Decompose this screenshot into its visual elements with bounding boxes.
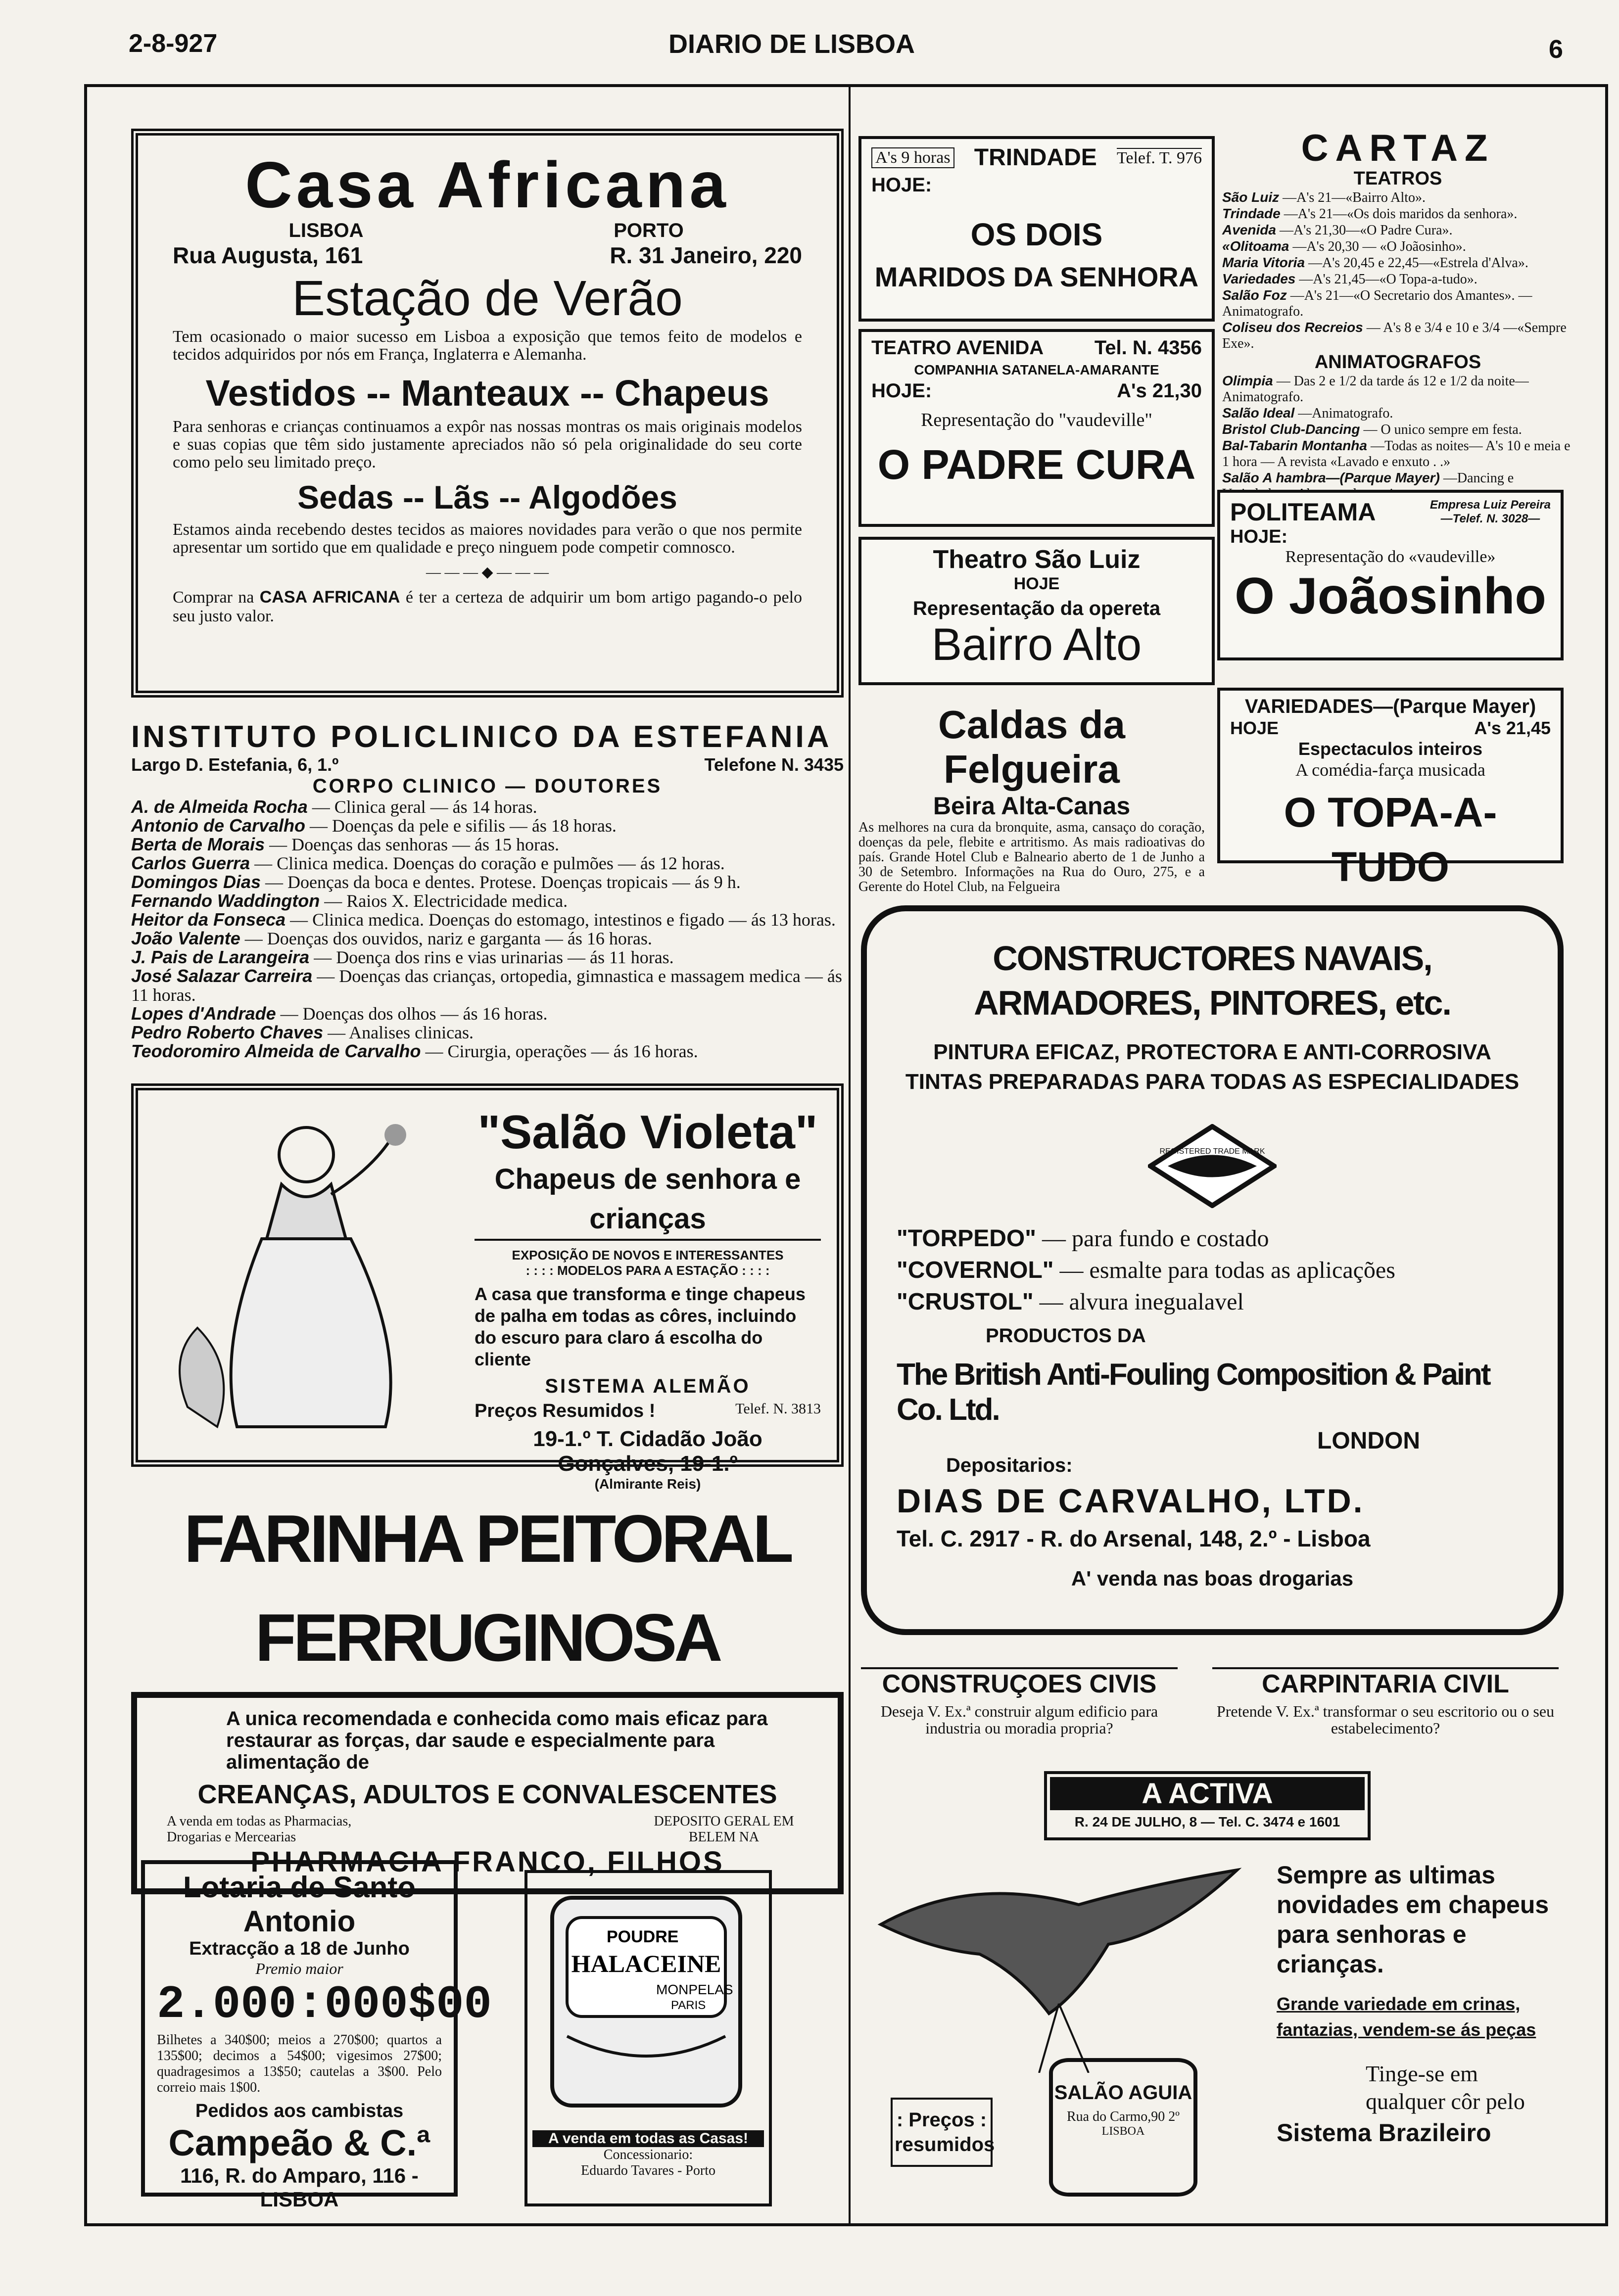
city-lisboa: LISBOA [288,220,364,241]
violeta-note: (Almirante Reis) [594,1476,701,1492]
constructores-line1: PINTURA EFICAZ, PROTECTORA E ANTI-CORROSIVA [933,1040,1491,1064]
politeama-play: O Joãosinho [1235,567,1546,625]
list-item [1222,222,1573,238]
avenida-representation: Representação do "vaudeville" [921,410,1152,430]
entry-name: Fernando Waddington [131,890,320,911]
entry-name: Coliseu dos Recreios [1222,320,1363,335]
entry-text: — Doenças das senhoras — ás 15 horas. [269,835,559,854]
trindade-play-2: MARIDOS DA SENHORA [874,261,1199,292]
entry-text: — Das 2 e 1/2 da tarde ás 12 e 1/2 da noite—Animatografo. [1222,374,1529,405]
products-list [897,1223,1528,1318]
list-item [1222,422,1573,438]
entry-name: Lopes d'Andrade [131,1003,276,1024]
entry-text: —Animatografo. [1298,406,1393,421]
entry-text: — Clinica medica. Doenças do coração e pulmões — ás 12 horas. [254,853,725,873]
entry-name: A. de Almeida Rocha [131,797,308,817]
text-vestidos: Para senhoras e crianças continuamos a expôr nas nossas montras os mais originais modelos e suas copias que têm sido justamente apreciados não só pela originalidade do seu corte como pelo seu limitado preço. [173,418,802,471]
list-item [131,929,844,948]
politeama-ad [1217,490,1564,660]
entry-name: Pedro Roberto Chaves [131,1022,324,1042]
violeta-line2: : : : : MODELOS PARA A ESTAÇÃO : : : : [525,1263,770,1278]
entry-name: São Luiz [1222,189,1280,205]
sao-luiz-ad [858,537,1215,685]
lotaria-prize-label: Premio maior [255,1960,343,1977]
construcoes-ad [861,1667,1178,1766]
entry-text: — Doenças da pele e sifilis — ás 18 horas. [310,816,617,836]
constructores-title: CONSTRUCTORES NAVAIS, ARMADORES, PINTORES, etc. [974,939,1451,1022]
farinha-audience: CREANÇAS, ADULTOS E CONVALESCENTES [197,1780,777,1809]
product-name: "TORPEDO" [897,1225,1036,1252]
entry-text: —A's 21,45—«O Topa-a-tudo». [1299,272,1477,287]
entry-name: Avenida [1222,222,1276,237]
list-item [1222,271,1573,287]
lotaria-draw: Extracção a 18 de Junho [189,1938,410,1959]
aguia-line1: Grande variedade em crinas, [1277,1994,1521,2014]
address-porto: R. 31 Janeiro, 220 [610,242,802,268]
list-item [1222,206,1573,222]
lotaria-prize: 2.000:000$00 [157,1979,492,2031]
entry-text: — Doenças dos ouvidos, nariz e garganta — ás 16 horas. [244,929,652,948]
page-frame-bottom [84,2223,1608,2226]
entry-text: —A's 20,45 e 22,45—«Estrela d'Alva». [1308,255,1528,271]
drogarias: A' venda nas boas drogarias [1071,1567,1354,1590]
list-item [131,891,844,910]
variedades-genre: A comédia-farça musicada [1295,760,1485,780]
violeta-address: 19-1.º T. Cidadão João Gonçalves, 19-1.º [533,1427,762,1476]
brand-top: POUDRE [607,1927,679,1946]
caldas-subtitle: Beira Alta-Canas [933,792,1131,820]
trindade-phone: Telef. T. 976 [1117,148,1202,167]
variedades-play: O TOPA-A-TUDO [1284,789,1497,890]
product-row [897,1223,1528,1255]
entry-text: —A's 21—«Bairro Alto». [1283,190,1426,205]
sao-luiz-play: Bairro Alto [931,619,1142,670]
entry-name: Maria Vitoria [1222,255,1305,270]
politeama-today: HOJE: [1230,526,1288,547]
list-item [1222,255,1573,271]
entry-text: — Cirurgia, operações — ás 16 horas. [425,1041,698,1061]
tin-city: LISBOA [1101,2125,1145,2138]
product-row [897,1255,1528,1286]
entry-text: — Doenças dos olhos — ás 16 horas. [280,1004,548,1024]
entry-name: Domingos Dias [131,872,261,892]
variedades-sub: Espectaculos inteiros [1298,739,1483,759]
aguia-dye: Tinge-se em qualquer côr pelo [1366,2061,1525,2114]
doctors-list [131,797,844,1061]
trindade-time: A's 9 horas [871,147,954,168]
violeta-system: SISTEMA ALEMÃO [545,1375,751,1397]
violeta-prices: Preços Resumidos ! [475,1401,656,1421]
page-frame-right [1605,84,1608,2226]
politeama-name: POLITEAMA [1230,498,1376,526]
eagle-illustration [871,1865,1247,2073]
avenida-time: A's 21,30 [1117,380,1202,402]
list-item [1222,287,1573,320]
entry-name: Bristol Club-Dancing [1222,422,1360,437]
entry-text: — Clinica geral — ás 14 horas. [312,797,537,817]
entry-text: —A's 21—«Os dois maridos da senhora». [1284,206,1518,222]
list-item [1222,373,1573,405]
aguia-prices: : Preços : resumidos [891,2098,993,2167]
activa-box [1044,1771,1371,1840]
tin-name: SALÃO AGUIA [1054,2082,1192,2104]
column-divider [849,87,851,2223]
entry-text: — A's 8 e 3/4 e 10 e 3/4 —«Sempre Exe». [1222,320,1567,351]
politeama-representation: Representação do «vaudeville» [1285,548,1496,566]
avenida-ad [858,329,1215,527]
entry-text: — Analises clinicas. [328,1023,474,1042]
entry-name: «Olitoama [1222,238,1289,254]
violeta-body: A casa que transforma e tinge chapeus de palha em todas as côres, incluindo do escuro para claro á escolha do cliente [475,1284,806,1369]
intro-text: Tem ocasionado o maior sucesso em Lisboa a exposição que temos feito de modelos e tecidos adquiridos por nós em França, Inglaterra e Alemanha. [173,328,802,364]
constructores-ad [861,905,1564,1635]
policlinico-phone: Telefone N. 3435 [704,754,844,775]
lotaria-title: Lotaria de Santo Antonio [183,1871,416,1938]
product-desc: — esmalte para todas as aplicações [1059,1257,1395,1283]
aguia-system: Sistema Brazileiro [1277,2119,1491,2147]
avenida-phone: Tel. N. 4356 [1094,337,1202,359]
list-item [131,797,844,816]
farinha-deposit: DEPOSITO GERAL EM BELEM NA [654,1814,794,1845]
entry-text: —A's 20,30 — «O Joãosinho». [1292,239,1466,254]
halaceine-ad [524,1870,772,2206]
productos-da: PRODUCTOS DA [986,1325,1146,1347]
halaceine-agent-label: Concessionario: [603,2147,693,2162]
emblem-text: REGISTERED TRADE MARK [1159,1147,1265,1156]
entry-name: José Salazar Carreira [131,966,313,986]
text-sedas: Estamos ainda recebendo destes tecidos as maiores novidades para verão o que nos permite apresentar um sortido que em qualidade e preço ninguem pode competir comnosco. [173,520,802,557]
tin-address: Rua do Carmo,90 2º [1067,2109,1180,2124]
page-frame-left [84,84,87,2226]
entry-text: — Raios X. Electricidade medica. [324,891,568,911]
farinha-text: A unica recomendada e conhecida como mais eficaz para restaurar as forças, dar saude e especialmente para alimentação de [226,1708,768,1773]
trade-mark-emblem [1148,1124,1277,1208]
list-item [131,1004,844,1023]
policlinico-corpo: CORPO CLINICO — DOUTORES [312,775,663,797]
entry-name: Teodoromiro Almeida de Carvalho [131,1041,421,1061]
caldas-text: As melhores na cura da bronquite, asma, cansaço do coração, doenças da pele, flebite e artritismo. As mais radioativas do país. Grande Hotel Club e Balneario aberto de 1 de Junho a 30 de Setembro. Informações na Rua do Ouro, 275, e a Gerente do Hotel Club, na Felgueira [858,820,1205,894]
violeta-title: "Salão Violeta" [477,1106,818,1159]
brand-sub: MONPELAS [656,1982,733,1997]
construcoes-title: CONSTRUÇOES CIVIS [861,1667,1178,1699]
entry-name: Carlos Guerra [131,853,250,873]
violeta-subtitle: Chapeus de senhora e crianças [475,1160,821,1241]
entry-text: — Clinica medica. Doenças do estomago, intestinos e figado — ás 13 horas. [290,910,836,930]
city-porto: PORTO [614,220,684,241]
entry-name: Salão A hambra—(Parque Mayer) [1222,470,1440,485]
variedades-name: VARIEDADES—(Parque Mayer) [1244,696,1536,717]
animatografos-heading: ANIMATOGRAFOS [1314,352,1481,373]
product-row [897,1286,1528,1318]
avenida-name: TEATRO AVENIDA [871,337,1044,359]
halaceine-sale: A venda em todas as Casas! [532,2130,764,2147]
brand-name: HALACEINE [571,1950,721,1977]
powder-box-illustration [532,1878,760,2115]
halaceine-agent: Eduardo Tavares - Porto [580,2163,715,2178]
caldas-ad [858,703,1205,894]
policlinico-address: Largo D. Estefania, 6, 1.º [131,754,339,775]
list-item [131,910,844,929]
farinha-title: FARINHA PEITORAL FERRUGINOSA [184,1501,791,1675]
newspaper-title: DIARIO DE LISBOA [668,29,915,59]
trindade-ad [858,136,1215,322]
list-item [131,854,844,873]
closing-text [173,588,802,626]
headline-vestidos: Vestidos -- Manteaux -- Chapeus [205,373,769,414]
farinha-pharmacy: PHARMACIA FRANCO, FILHOS [250,1846,724,1878]
caldas-title: Caldas da Felgueira [938,703,1125,791]
dias-carvalho: DIAS DE CARVALHO, LTD. [897,1482,1365,1520]
list-item [1222,189,1573,206]
carpintaria-ad [1212,1667,1559,1766]
entry-name: Variedades [1222,271,1296,286]
trindade-today: HOJE: [871,174,932,196]
cartaz-listings [1222,129,1573,505]
construcoes-text: Deseja V. Ex.ª construir algum edificio para industria ou moradia propria? [880,1702,1158,1737]
closing-post: é ter a certeza de adquirir um bom artigo pagando-o pelo seu justo valor. [173,588,803,625]
activa-address: R. 24 DE JULHO, 8 — Tel. C. 3474 e 1601 [1074,1814,1340,1829]
policlinico-title: INSTITUTO POLICLINICO DA ESTEFANIA [131,720,832,754]
constructores-line2: TINTAS PREPARADAS PARA TODAS AS ESPECIALIDADES [905,1070,1520,1094]
list-item [131,1042,844,1061]
entry-text: —Dancing e [1443,470,1514,486]
season-headline: Estação de Verão [292,271,683,326]
avenida-today: HOJE: [871,380,932,402]
product-name: "CRUSTOL" [897,1289,1034,1315]
entry-name: Trindade [1222,206,1281,221]
cartaz-title: CARTAZ [1301,127,1495,169]
product-name: "COVERNOL" [897,1257,1054,1283]
trindade-play-1: OS DOIS [970,217,1103,252]
brand-city: PARIS [671,1999,706,2012]
closing-name: CASA AFRICANA [259,588,400,607]
entry-name: Heitor da Fonseca [131,909,286,930]
aguia-headline: Sempre as ultimas novidades em chapeus para senhoras e crianças. [1277,1861,1549,1978]
violeta-phone: Telef. N. 3813 [735,1401,821,1417]
violeta-line1: EXPOSIÇÃO DE NOVOS E INTERESSANTES [512,1248,784,1263]
politeama-company: Empresa Luiz Pereira [1429,498,1551,512]
entry-text: — O unico sempre em festa. [1363,422,1522,437]
teatros-list [1222,189,1573,352]
farinha-ad [131,1489,844,1878]
casa-africana-ad [131,129,844,698]
activa-name: A ACTIVA [1050,1777,1365,1810]
entry-text: — Doenças da boca e dentes. Protese. Doenças tropicais — ás 9 h. [265,872,741,892]
list-item [1222,438,1573,470]
closing-pre: Comprar na [173,588,254,607]
variedades-today: HOJE [1230,718,1279,738]
sao-luiz-representation: Representação da opereta [912,598,1161,619]
entry-text: —A's 21,30—«O Padre Cura». [1279,223,1453,238]
page-number: 6 [1549,35,1563,64]
depositarios: Depositarios: [946,1454,1073,1476]
carpintaria-title: CARPINTARIA CIVIL [1212,1667,1559,1699]
british-company: The British Anti-Fouling Composition & Paint Co. Ltd. [897,1358,1490,1427]
entry-name: Bal-Tabarin Montanha [1222,438,1367,453]
politeama-phone: —Telef. N. 3028— [1440,512,1540,525]
salao-violeta-ad [131,1083,844,1492]
teatros-heading: TEATROS [1353,168,1442,189]
variedades-time: A's 21,45 [1474,718,1551,738]
salao-aguia-ad [861,1860,1564,2206]
list-item [1222,320,1573,352]
list-item [131,1023,844,1042]
header-rule [84,84,1608,87]
entry-name: Salão Foz [1222,287,1287,303]
list-item [1222,238,1573,255]
lotaria-ad [141,1860,492,2211]
variedades-ad [1217,688,1564,890]
lotaria-sellers: Pedidos aos cambistas [195,2101,404,2121]
entry-text: —A's 21—«O Secretario dos Amantes». —Animatografo. [1222,288,1532,319]
london: LONDON [1317,1428,1420,1454]
entry-name: Berta de Morais [131,834,265,854]
list-item [131,816,844,835]
sao-luiz-today: HOJE [1013,574,1060,593]
carpintaria-text: Pretende V. Ex.ª transformar o seu escritorio ou o seu estabelecimento? [1216,1702,1555,1737]
farinha-sale: A venda em todas as Pharmacias, Drogarias e Mercearias [167,1814,352,1845]
avenida-play: O PADRE CURA [877,441,1196,488]
product-desc: — para fundo e costado [1042,1225,1269,1252]
lady-illustration [158,1110,465,1447]
casa-africana-title: Casa Africana [245,148,730,221]
headline-sedas: Sedas -- Lãs -- Algodões [297,479,677,515]
list-item [131,967,844,1004]
list-item [131,948,844,967]
product-desc: — alvura inegualavel [1039,1289,1244,1315]
entry-name: João Valente [131,928,240,948]
sao-luiz-name: Theatro São Luiz [933,545,1141,574]
aguia-line2: fantazias, vendem-se ás peças [1277,2019,1536,2040]
lotaria-details: Bilhetes a 340$00; meios a 270$00; quartos a 135$00; decimos a 54$00; vigesimos 27$00; quadragesimos a 13$50; cautelas a 3$00. Pelo correio mais 1$00. [157,2032,442,2095]
lotaria-seller-address: 116, R. do Amparo, 116 - LISBOA [180,2164,419,2211]
lotaria-seller-name: Campeão & C.ª [168,2122,430,2163]
avenida-company: COMPANHIA SATANELA-AMARANTE [914,362,1159,377]
ornament-divider: — — — ◆ — — — [426,564,549,580]
trindade-name: TRINDADE [974,144,1097,171]
aguia-tin [1049,2058,1197,2197]
entry-name: Antonio de Carvalho [131,815,306,836]
entry-name: J. Pais de Larangeira [131,947,310,967]
address-lisboa: Rua Augusta, 161 [173,242,363,268]
entry-text: — Doença dos rins e vias urinarias — ás 11 horas. [314,947,674,967]
list-item [131,835,844,854]
entry-name: Olimpia [1222,373,1273,388]
entry-text: — Doenças das crianças, ortopedia, gimnastica e massagem medica — ás 11 horas. [131,966,842,1005]
agent-address: Tel. C. 2917 - R. do Arsenal, 148, 2.º - Lisboa [897,1526,1371,1551]
policlinico-ad [131,720,844,1066]
entry-name: Salão Ideal [1222,405,1295,421]
header-date: 2-8-927 [129,29,218,58]
entry-text: —Todas as noites— A's 10 e meia e 1 hora — A revista «Lavado e enxuto . .» [1222,438,1571,469]
list-item [1222,405,1573,422]
animatografos-list [1222,373,1573,502]
list-item [131,873,844,891]
